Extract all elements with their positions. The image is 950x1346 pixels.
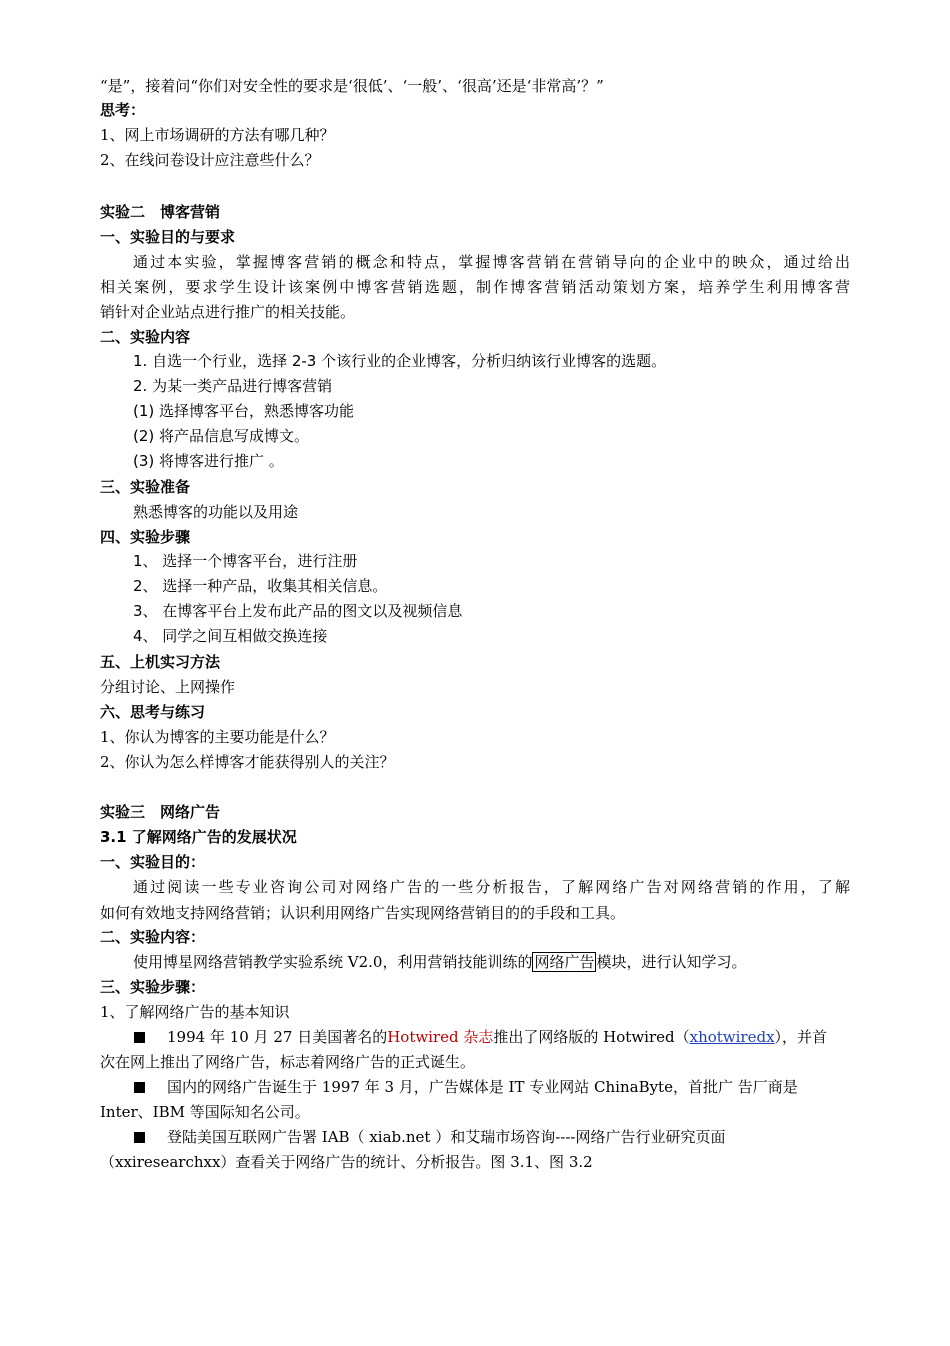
bullet-1-text-mid: 推出了网络版的 Hotwired（ <box>493 1028 690 1046</box>
exp2-purpose-line-3: 销针对企业站点进行推广的相关技能。 <box>100 303 356 321</box>
hotwired-magazine-text: Hotwired 杂志 <box>387 1028 494 1046</box>
exp2-heading-content: 二、实验内容 <box>100 328 191 346</box>
exp2-purpose-line-2: 相关案例，要求学生设计该案例中博客营销选题，制作博客营销活动策划方案，培养学生利用博客营 <box>100 278 850 296</box>
exp2-step-2: 2、 选择一种产品，收集其相关信息。 <box>133 577 388 595</box>
exp2-heading-method: 五、上机实习方法 <box>100 653 221 671</box>
exp2-practice-2: 2、你认为怎么样博客才能获得别人的关注？ <box>100 753 395 771</box>
exp2-prep-text: 熟悉博客的功能以及用途 <box>133 503 299 521</box>
exp2-content-item-4: (2) 将产品信息写成博文。 <box>133 427 310 445</box>
network-ad-module-box: 网络广告 <box>534 953 595 971</box>
exp3-bullet-3-line-1 <box>133 1127 726 1147</box>
exp2-heading-prep: 三、实验准备 <box>100 478 191 496</box>
bullet-3-text: 登陆美国互联网广告署 IAB（ xiab.net ）和艾瑞市场咨询----网络广告行业研究页面 <box>167 1128 726 1146</box>
exp2-purpose-line-1: 通过本实验，掌握博客营销的概念和特点，掌握博客营销在营销导向的企业中的映众，通过给出 <box>133 253 850 271</box>
exp3-heading-content: 二、实验内容： <box>100 928 206 946</box>
exp2-step-4: 4、 同学之间互相做交换连接 <box>133 627 328 645</box>
square-bullet-icon <box>134 1132 145 1143</box>
exp3-content-text-pre: 使用博星网络营销教学实验系统 V2.0，利用营销技能训练的 <box>133 953 533 971</box>
exp3-bullet-1-line-1 <box>133 1027 827 1047</box>
exp2-heading-practice: 六、思考与练习 <box>100 703 206 721</box>
exp2-method-text: 分组讨论、上网操作 <box>100 678 236 696</box>
think-question-1: 1、网上市场调研的方法有哪几种？ <box>100 126 335 144</box>
bullet-1-text-pre: 1994 年 10 月 27 日美国著名的 <box>167 1028 388 1046</box>
hotwired-link[interactable]: xhotwiredx <box>689 1028 775 1046</box>
exp3-title: 实验三 网络广告 <box>100 803 221 821</box>
exp3-content-text-post: 模块，进行认知学习。 <box>596 953 747 971</box>
think-question-2: 2、在线问卷设计应注意些什么？ <box>100 151 320 169</box>
survey-question-text: “是”，接着问“你们对安全性的要求是‘很低’、‘一般’、‘很高’还是‘非常高’？” <box>100 77 604 95</box>
exp2-title: 实验二 博客营销 <box>100 203 221 221</box>
exp2-content-item-2: 2. 为某一类产品进行博客营销 <box>133 377 333 395</box>
exp3-content-line <box>133 952 747 972</box>
exp2-content-item-5: (3) 将博客进行推广 。 <box>133 452 284 470</box>
exp3-heading-purpose: 一、实验目的： <box>100 853 206 871</box>
exp3-purpose-line-1: 通过阅读一些专业咨询公司对网络广告的一些分析报告，了解网络广告对网络营销的作用，了解 <box>133 878 850 896</box>
exp2-content-item-1: 1. 自选一个行业，选择 2-3 个该行业的企业博客，分析归纳该行业博客的选题。 <box>133 352 667 370</box>
exp3-purpose-line-2: 如何有效地支持网络营销；认识利用网络广告实现网络营销目的的手段和工具。 <box>100 904 626 922</box>
exp3-bullet-2-line-1 <box>133 1077 798 1097</box>
exp2-practice-1: 1、你认为博客的主要功能是什么？ <box>100 728 335 746</box>
exp3-subtitle: 3.1 了解网络广告的发展状况 <box>100 828 297 846</box>
exp2-heading-purpose: 一、实验目的与要求 <box>100 228 236 246</box>
square-bullet-icon <box>134 1082 145 1093</box>
square-bullet-icon <box>134 1032 145 1043</box>
exp3-bullet-1-line-2: 次在网上推出了网络广告，标志着网络广告的正式诞生。 <box>100 1053 476 1071</box>
bullet-2-text: 国内的网络广告诞生于 1997 年 3 月，广告媒体是 IT 专业网站 ChinaByte，首批广 告厂商是 <box>167 1078 798 1096</box>
exp2-content-item-3: (1) 选择博客平台，熟悉博客功能 <box>133 402 355 420</box>
exp2-step-3: 3、 在博客平台上发布此产品的图文以及视频信息 <box>133 602 463 620</box>
exp2-heading-steps: 四、实验步骤 <box>100 528 191 546</box>
exp2-step-1: 1、 选择一个博客平台，进行注册 <box>133 552 358 570</box>
bullet-1-text-post: ），并首 <box>774 1028 828 1046</box>
exp3-heading-steps: 三、实验步骤： <box>100 978 206 996</box>
exp3-bullet-3-line-2: （xxiresearchxx）查看关于网络广告的统计、分析报告。图 3.1、图 3.2 <box>100 1153 593 1171</box>
think-label: 思考： <box>100 101 146 119</box>
exp3-step-1: 1、了解网络广告的基本知识 <box>100 1003 290 1021</box>
exp3-bullet-2-line-2: Inter、IBM 等国际知名公司。 <box>100 1103 310 1121</box>
